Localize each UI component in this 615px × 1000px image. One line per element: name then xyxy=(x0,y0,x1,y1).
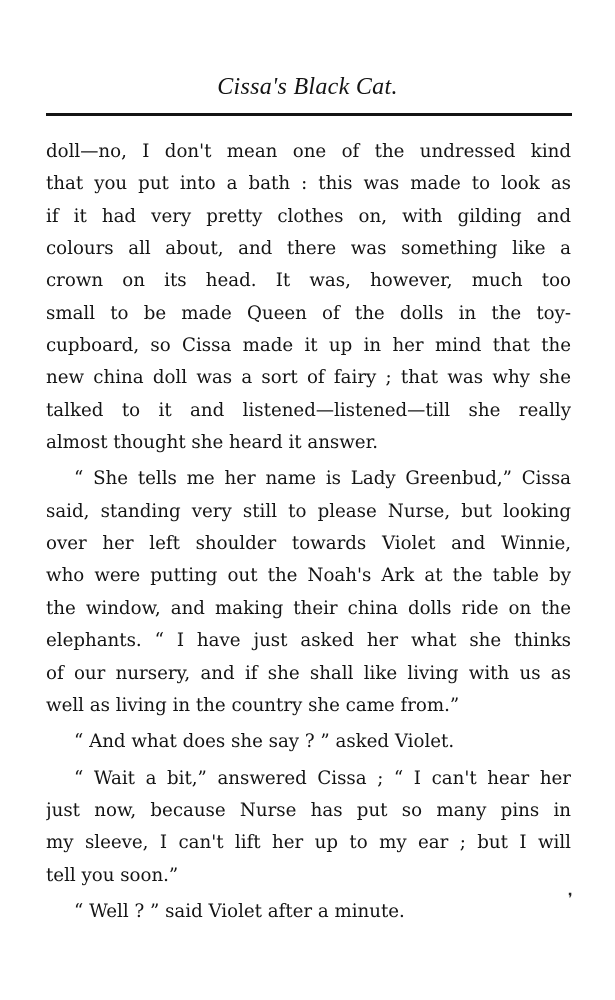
header-rule xyxy=(46,113,572,116)
text-line: colours all about, and there was something like a xyxy=(46,238,571,260)
text-line: just now, because Nurse has put so many pins in xyxy=(46,799,571,821)
text-line: doll—no, I don't mean one of the undressed kind xyxy=(46,141,571,162)
text-line: small to be made Queen of the dolls in the toy- xyxy=(46,302,571,324)
text-line: new china doll was a sort of fairy ; that was why she xyxy=(46,367,571,389)
text-line: who were putting out the Noah's Ark at the table by xyxy=(46,565,571,587)
text-line: said, standing very still to please Nurse, but looking xyxy=(46,500,571,522)
text-line: elephants. “ I have just asked her what she thinks xyxy=(46,630,571,652)
text-line: my sleeve, I can't lift her up to my ear ; but I will xyxy=(46,832,571,854)
text-line: over her left shoulder towards Violet and Winnie, xyxy=(46,533,571,555)
text-line: tell you soon.” xyxy=(46,864,179,886)
text-line: “ Well ? ” said Violet after a minute. xyxy=(74,900,405,922)
text-line: crown on its head. It was, however, much too xyxy=(46,270,571,292)
text-line: talked to it and listened—listened—till she really xyxy=(46,399,571,421)
stray-ink-mark: ❜ xyxy=(568,891,573,907)
text-line: well as living in the country she came from.” xyxy=(46,694,460,716)
running-title: Cissa's Black Cat. xyxy=(217,74,398,100)
text-line: “ And what does she say ? ” asked Violet. xyxy=(74,731,455,753)
text-line: that you put into a bath : this was made to look as xyxy=(46,173,571,195)
text-line: “ She tells me her name is Lady Greenbud,” Cissa xyxy=(74,468,571,490)
text-line: of our nursery, and if she shall like living with us as xyxy=(46,662,571,684)
body-text xyxy=(46,136,571,928)
text-line: “ Wait a bit,” answered Cissa ; “ I can't hear her xyxy=(74,767,571,789)
text-line: the window, and making their china dolls ride on the xyxy=(46,597,571,619)
text-line: cupboard, so Cissa made it up in her mind that the xyxy=(46,335,571,357)
text-line: if it had very pretty clothes on, with gilding and xyxy=(46,205,571,227)
text-line: almost thought she heard it answer. xyxy=(46,432,379,454)
